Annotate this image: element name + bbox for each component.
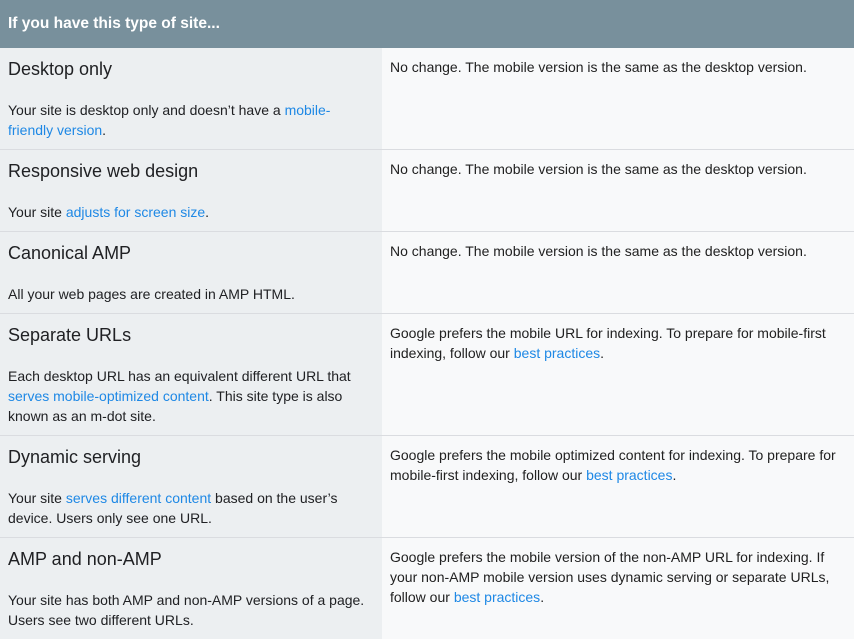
site-type-title: Dynamic serving — [8, 447, 142, 467]
description-text-end: . — [102, 122, 107, 138]
indexing-result-cell — [382, 538, 854, 639]
result-text: No change. The mobile version is the same as the desktop version. — [390, 161, 807, 177]
best-practices-link[interactable]: best practices — [586, 467, 673, 483]
description-text-end: . This site type is also known as an m-dot site. — [8, 388, 343, 424]
description-text: Your site has both AMP and non-AMP versions of a page. Users see two different URLs. — [8, 592, 365, 628]
mobile-friendly-version-link[interactable]: mobile-friendly version — [8, 102, 331, 138]
site-type-title: AMP and non-AMP — [8, 549, 162, 569]
result-text-end: . — [672, 467, 677, 483]
site-type-description — [8, 366, 374, 426]
result-text: No change. The mobile version is the same as the desktop version. — [390, 59, 807, 75]
site-type-cell — [0, 48, 382, 149]
description-text: Each desktop URL has an equivalent different URL that — [8, 368, 351, 384]
description-text: All your web pages are created in AMP HTML. — [8, 286, 295, 302]
site-type-description — [8, 590, 374, 630]
site-type-description — [8, 284, 374, 304]
indexing-result-cell — [382, 150, 854, 231]
site-type-cell — [0, 150, 382, 231]
site-type-title: Separate URLs — [8, 325, 132, 345]
site-type-cell — [0, 436, 382, 537]
indexing-result-cell — [382, 48, 854, 149]
description-text-end: based on the user’s device. Users only see one URL. — [8, 490, 338, 526]
result-text-end: . — [540, 589, 545, 605]
site-type-title: Canonical AMP — [8, 243, 132, 263]
best-practices-link[interactable]: best practices — [453, 589, 541, 605]
result-text-end: . — [600, 345, 605, 361]
table-row-desktop-only — [0, 48, 854, 150]
table-row-amp-and-non-amp — [0, 538, 854, 639]
site-type-cell — [0, 314, 382, 435]
table-row-canonical-amp — [0, 232, 854, 314]
site-type-description — [8, 100, 374, 140]
description-text: Your site — [8, 204, 66, 220]
indexing-result-cell — [382, 232, 854, 313]
indexing-result-cell — [382, 436, 854, 537]
result-text: Google prefers the mobile version of the non-AMP URL for indexing. If your non-AMP mobile version uses dynamic serving or separate URLs, follow our — [390, 549, 830, 605]
site-type-title: Responsive web design — [8, 161, 199, 181]
description-text: Your site — [8, 490, 66, 506]
description-text-end: . — [205, 204, 210, 220]
serves-mobile-optimized-content-link[interactable]: serves mobile-optimized content — [8, 388, 209, 404]
site-type-cell — [0, 538, 382, 639]
table-row-responsive — [0, 150, 854, 232]
serves-different-content-link[interactable]: serves different content — [65, 490, 212, 506]
result-text: Google prefers the mobile optimized content for indexing. To prepare for mobile-first indexing, follow our — [390, 447, 836, 483]
best-practices-link[interactable]: best practices — [513, 345, 601, 361]
result-text: No change. The mobile version is the same as the desktop version. — [390, 243, 807, 259]
site-type-description — [8, 488, 374, 528]
table-row-separate-urls — [0, 314, 854, 436]
site-type-description — [8, 202, 374, 222]
site-type-cell — [0, 232, 382, 313]
description-text: Your site is desktop only and doesn’t have a — [8, 102, 285, 118]
result-text: Google prefers the mobile URL for indexing. To prepare for mobile-first indexing, follow our — [390, 325, 826, 361]
table-row-dynamic-serving — [0, 436, 854, 538]
adjusts-for-screen-size-link[interactable]: adjusts for screen size — [65, 204, 206, 220]
indexing-result-cell — [382, 314, 854, 435]
header-title: If you have this type of site... — [8, 15, 220, 32]
table-header — [0, 0, 854, 48]
site-type-title: Desktop only — [8, 59, 113, 79]
